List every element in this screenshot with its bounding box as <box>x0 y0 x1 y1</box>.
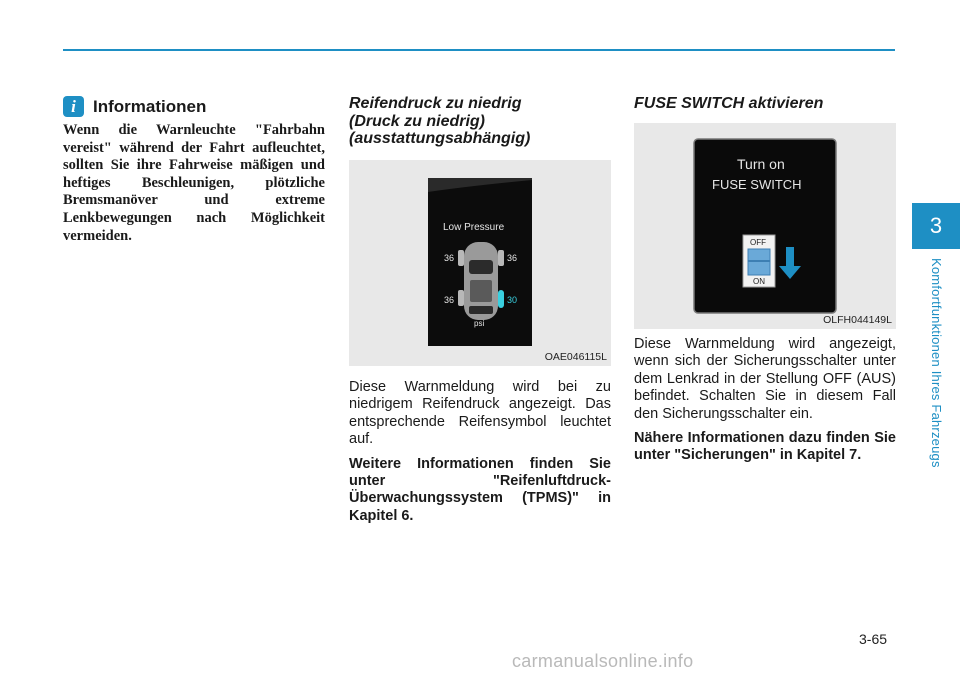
tpms-figure-code: OAE046115L <box>544 351 607 363</box>
tire-front-left-value: 36 <box>444 253 455 263</box>
chapter-label: Komfortfunktionen Ihres Fahrzeugs <box>929 258 944 468</box>
fuse-figure-code: OLFH044149L <box>823 314 892 326</box>
info-title: Informationen <box>93 96 207 116</box>
info-icon: i <box>63 96 84 117</box>
fuse-body <box>634 336 896 472</box>
tire-rear-right-value: 30 <box>507 295 518 305</box>
chapter-tab: 3 <box>912 203 960 249</box>
tpms-display <box>349 160 611 366</box>
switch-off-label: OFF <box>750 238 766 247</box>
fuse-display <box>634 123 896 329</box>
tire-front-right-value: 36 <box>507 253 518 263</box>
low-pressure-reference: Weitere Informationen finden Sie unter "Reifenluftdruck-Überwachungssystem (TPMS)" in Kapitel 6. <box>349 455 611 524</box>
low-pressure-title-line-3: (ausstattungsabhängig) <box>349 130 531 147</box>
fuse-reference: Nähere Informationen dazu finden Sie unter "Sicherungen" in Kapitel 7. <box>634 430 896 464</box>
info-text: Wenn die Warnleuchte "Fahrbahn vereist" während der Fahrt aufleuchtet, sollten Sie ihre Fahrweise mäßigen und heftiges Beschleunigen, plötzliche Bremsmanöver und extreme Lenkbewegungen nach Möglichkeit vermeiden. <box>63 122 325 244</box>
tpms-figure <box>349 160 611 366</box>
switch-on-label: ON <box>753 277 765 286</box>
fuse-line-2: FUSE SWITCH <box>712 177 802 192</box>
car-top-view-icon <box>458 242 504 320</box>
watermark: carmanualsonline.info <box>512 651 694 671</box>
fuse-title: FUSE SWITCH aktivieren <box>634 95 824 112</box>
tire-rear-left-value: 36 <box>444 295 455 305</box>
low-pressure-body <box>349 379 611 532</box>
low-pressure-title-line-1: Reifendruck zu niedrig <box>349 95 522 112</box>
fuse-switch-icon <box>743 235 775 287</box>
low-pressure-paragraph: Diese Warnmeldung wird bei zu niedrigem Reifendruck angezeigt. Das entsprechende Reifensymbol leuchtet auf. <box>349 379 611 448</box>
info-header <box>63 96 206 117</box>
fuse-line-1: Turn on <box>737 156 785 172</box>
low-pressure-title-line-2: (Druck zu niedrig) <box>349 112 486 130</box>
fuse-paragraph: Diese Warnmeldung wird angezeigt, wenn sich der Sicherungsschalter unter dem Lenkrad in der Stellung OFF (AUS) befindet. Schalten Sie in diesem Fall den Sicherungsschalter ein. <box>634 336 896 422</box>
top-rule <box>63 49 895 51</box>
page-number: 3-65 <box>859 631 888 647</box>
tpms-screen-label: Low Pressure <box>443 222 505 233</box>
pressure-unit: psi <box>474 319 485 328</box>
low-pressure-title <box>349 95 530 148</box>
fuse-figure <box>634 123 896 329</box>
